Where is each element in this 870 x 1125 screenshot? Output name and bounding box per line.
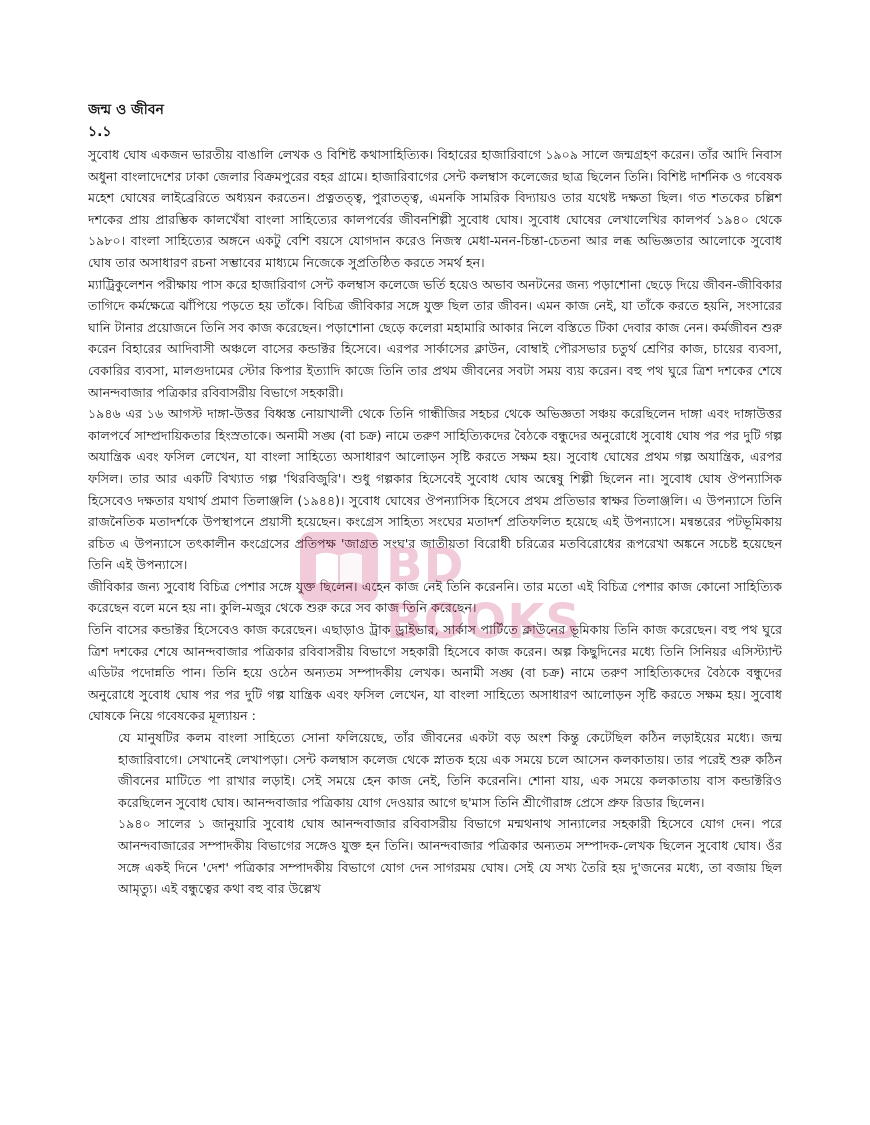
section-number: ১.১ (88, 124, 112, 140)
document-page (88, 100, 782, 1110)
paragraph-3: ১৯৪৬ এর ১৬ আগস্ট দাঙ্গা-উত্তর বিধ্বস্ত নোয়াখালী থেকে তিনি গান্ধীজির সহচর থেকে অভিজ্ঞতা সঞ্চয় করেছিলেন দাঙ্গা এবং দাঙ্গাউত্তর কালপর্বে সাম্প্রদায়িকতার হিংস্রতাকে। অনামী সঙ্ঘ (বা চক্র) নামে তরুণ সাহিত্যিকদের বৈঠকে বন্ধুদের অনুরোধে সুবোধ ঘোষ পর পর দুটি গল্প অযান্ত্রিক এবং ফসিল লেখেন, যা বাংলা সাহিত্যে অসাধারণ আলোড়ন সৃষ্টি করতে সক্ষম হয়। সুবোধ ঘোষের প্রথম গল্প অযান্ত্রিক, এরপর ফসিল। তার আর একটি বিখ্যাত গল্প 'থিরবিজুরি'। শুধু গল্পকার হিসেবেই সুবোধ ঘোষ অন্বেষু শিল্পী ছিলেন না। সুবোধ ঘোষ ঔপন্যাসিক হিসেবেও দক্ষতার যথার্থ প্রমাণ তিলাঞ্জলি (১৯৪৪)। সুবোধ ঘোষের ঔপন্যাসিক হিসেবে প্রথম প্রতিভার স্বাক্ষর তিলাঞ্জলি। এ উপন্যাসে তিনি রাজনৈতিক মতাদর্শকে উপস্থাপনে প্রয়াসী হয়েছেন। কংগ্রেস সাহিত্য সংঘের মতাদর্শ প্রতিফলিত হয়েছে এই উপন্যাসে। মন্বন্তরের পটভূমিকায় রচিত এ উপন্যাসে তৎকালীন কংগ্রেসের প্রতিপক্ষ 'জাগ্রত সংঘ'র জাতীয়তা বিরোধী চরিত্রের মতবিরোধের রূপরেখা অঙ্কনে সচেষ্ট হয়েছেন তিনি এই উপন্যাসে। (88, 406, 782, 573)
block-quote-2: ১৯৪০ সালের ১ জানুয়ারি সুবোধ ঘোষ আনন্দবাজার রবিবাসরীয় বিভাগে মন্মথনাথ সান্যালের সহকারী হিসেবে যোগ দেন। পরে আনন্দবাজারের সম্পাদকীয় বিভাগের সঙ্গেও যুক্ত হন তিনি। আনন্দবাজার পত্রিকার অন্যতম সম্পাদক-লেখক ছিলেন সুবোধ ঘোষ। ওঁর সঙ্গে একই দিনে 'দেশ' পত্রিকার সম্পাদকীয় বিভাগে যোগ দেন সাগরময় ঘোষ। সেই যে সখ্য তৈরি হয় দু'জনের মধ্যে, তা বজায় ছিল আমৃত্যু। এই বন্ধুত্বের কথা বহু বার উল্লেখ (118, 816, 782, 897)
paragraph-1: সুবোধ ঘোষ একজন ভারতীয় বাঙালি লেখক ও বিশিষ্ট কথাসাহিত্যিক। বিহারের হাজারিবাগে ১৯০৯ সালে জন্মগ্রহণ করেন। তাঁর আদি নিবাস অধুনা বাংলাদেশের ঢাকা জেলার বিক্রমপুরের বহর গ্রামে। হাজারিবাগের সেন্ট কলম্বাস কলেজের ছাত্র ছিলেন তিনি। বিশিষ্ট দার্শনিক ও গবেষক মহেশ ঘোষের লাইব্রেরিতে অধ্যয়ন করতেন। প্রত্নতত্ত্ব, পুরাতত্ত্ব, এমনকি সামরিক বিদ্যায়ও তার যথেষ্ট দক্ষতা ছিল। গত শতকের চল্লিশ দশকের প্রায় প্রারম্ভিক কালখেঁষা বাংলা সাহিত্যের কালপর্বের জীবনশিল্পী সুবোধ ঘোষ। সুবোধ ঘোষের লেখালেখির কালপর্ব ১৯৪০ থেকে ১৯৮০। বাংলা সাহিত্যের অঙ্গনে একটু বেশি বয়সে যোগদান করেও নিজস্ব মেধা-মনন-চিন্তা-চেতনা আর লব্ধ অভিজ্ঞতার আলোকে সুবোধ ঘোষ তার অসাধারণ রচনা সম্ভাবের মাধ্যমে নিজেকে সুপ্রতিষ্ঠিত করতে সমর্থ হন। (88, 147, 782, 270)
watermark-text: BD BOOKS (386, 538, 581, 650)
paragraph-2: ম্যাট্রিকুলেশন পরীক্ষায় পাস করে হাজারিবাগ সেন্ট কলম্বাস কলেজে ভর্তি হয়েও অভাব অনটনের জন্য পড়াশোনা ছেড়ে দিয়ে জীবন-জীবিকার তাগিদে কর্মক্ষেত্রে ঝাঁপিয়ে পড়তে হয় তাঁকে। বিচিত্র জীবিকার সঙ্গে যুক্ত ছিল তার জীবন। এমন কাজ নেই, যা তাঁকে করতে হয়নি, সংসারের ঘানি টানার প্রয়োজনে তিনি সব কাজ করেছেন। পড়াশোনা ছেড়ে কলেরা মহামারি আকার নিলে বস্তিতে টিকা দেবার কাজ নেন। কর্মজীবন শুরু করেন বিহারের আদিবাসী অঞ্চলে বাসের কন্ডাক্টর হিসেবে। এরপর সার্কাসের ক্লাউন, বোম্বাই পৌরসভার চতুর্থ শ্রেণির কাজ, চায়ের ব্যবসা, বেকারির ব্যবসা, মালগুদামের স্টোর কিপার ইত্যাদি কাজে তিনি তার প্রথম জীবনের সবটা সময় ব্যয় করেন। বহু পথ ঘুরে ত্রিশ দশকের শেষে আনন্দবাজার পত্রিকার রবিবাসরীয় বিভাগে সহকারী। (88, 276, 782, 400)
block-quote-1: যে মানুষটির কলম বাংলা সাহিত্যে সোনা ফলিয়েছে, তাঁর জীবনের একটা বড় অংশ কিন্তু কেটেছিল কঠিন লড়াইয়ের মধ্যে। জন্ম হাজারিবাগে। সেখানেই লেখাপড়া। সেন্ট কলম্বাস কলেজ থেকে স্নাতক হয়ে এক সময়ে চলে আসেন কলকাতায়। তার পরেই শুরু কঠিন জীবনের মাটিতে পা রাখার লড়াই। সেই সময়ে হেন কাজ নেই, তিনি করেননি। শোনা যায়, এক সময়ে কলকাতায় বাস কন্ডাক্টরিও করেছিলেন সুবোধ ঘোষ। আনন্দবাজার পত্রিকায় যোগ দেওয়ার আগে ছ'মাস তিনি শ্রীগৌরাঙ্গ প্রেসে প্রুফ রিডার ছিলেন। (118, 730, 782, 810)
paragraph-5: তিনি বাসের কন্ডাক্টর হিসেবেও কাজ করেছেন। এছাড়াও ট্রাক ড্রাইভার, সার্কাস পার্টিতে ক্লাউনের ভূমিকায় তিনি কাজ করেছেন। বহু পথ ঘুরে ত্রিশ দশকের শেষে আনন্দবাজার পত্রিকার রবিবাসরীয় বিভাগে সহকারী হিসেবে কাজ করেন। অল্প কিছুদিনের মধ্যে তিনি সিনিয়র এসিস্ট্যান্ট এডিটর পদোন্নতি পান। তিনি হয়ে ওঠেন অন্যতম সম্পাদকীয় লেখক। অনামী সঙ্ঘ (বা চক্র) নামে তরুণ সাহিত্যিকদের বৈঠকে বন্ধুদের অনুরোধে সুবোধ ঘোষ পর পর দুটি গল্প যান্ত্রিক এবং ফসিল লেখেন, যা বাংলা সাহিত্যে অসাধারণ আলোড়ন সৃষ্টি করতে সক্ষম হয়। সুবোধ ঘোষকে নিয়ে গবেষকের মূল্যায়ন : (88, 622, 782, 724)
section-heading: জন্ম ও জীবন (88, 102, 164, 118)
paragraph-4: জীবিকার জন্য সুবোধ বিচিত্র পেশার সঙ্গে যুক্ত ছিলেন। এহেন কাজ নেই তিনি করেননি। তার মতো এই বিচিত্র পেশার কাজ কোনো সাহিত্যিক করেছেন বলে মনে হয় না। কুলি-মজুর থেকে শুরু করে সব কাজ তিনি করেছেন। (88, 578, 782, 616)
